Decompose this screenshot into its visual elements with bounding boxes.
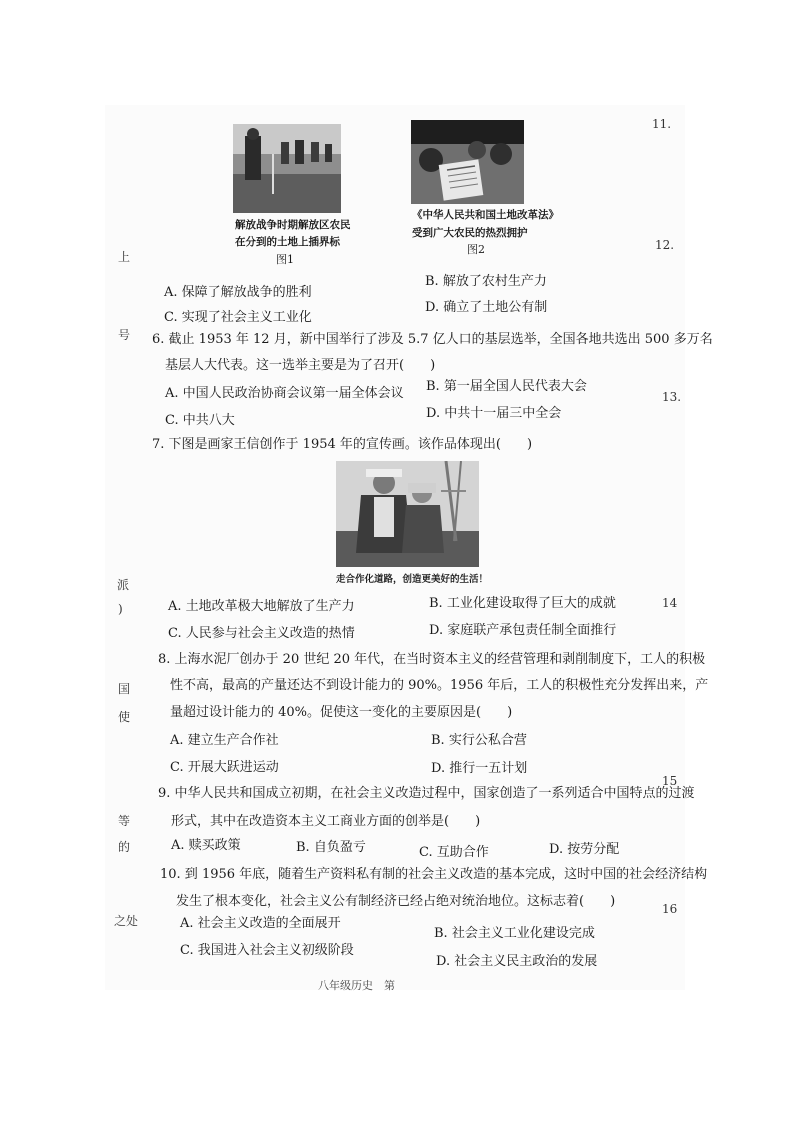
- margin-left-fragment: 的: [118, 840, 131, 854]
- land-reform-law-illustration: [411, 120, 524, 204]
- figure-2-caption-line2: 受到广大农民的热烈拥护: [412, 227, 528, 239]
- q8-option-c: C. 开展大跃进运动: [170, 760, 279, 775]
- q6-option-c: C. 中共八大: [165, 413, 235, 428]
- q10-option-a: A. 社会主义改造的全面展开: [180, 916, 341, 931]
- figure-1-caption-line2: 在分到的土地上插界标: [235, 236, 340, 248]
- margin-left-fragment: 使: [118, 710, 131, 724]
- q8-option-d: D. 推行一五计划: [431, 761, 528, 776]
- margin-left-fragment: ): [118, 602, 123, 616]
- q8-stem-line3: 量超过设计能力的 40%。促使这一变化的主要原因是( ): [170, 705, 513, 720]
- margin-left-fragment: 号: [118, 328, 131, 342]
- q8-option-b: B. 实行公私合营: [431, 733, 527, 748]
- page-footer: 八年级历史 第: [318, 979, 395, 992]
- margin-left-fragment: 国: [118, 682, 131, 696]
- q9-option-d: D. 按劳分配: [549, 842, 620, 857]
- margin-right-fragment: 15: [662, 774, 678, 788]
- q6-option-a: A. 中国人民政治协商会议第一届全体会议: [165, 386, 404, 401]
- farmers-field-illustration: [233, 124, 341, 213]
- margin-right-fragment: 11.: [652, 117, 672, 131]
- q5-option-b: B. 解放了农村生产力: [425, 274, 547, 289]
- q5-option-c: C. 实现了社会主义工业化: [164, 310, 312, 325]
- figure-1-caption-line1: 解放战争时期解放区农民: [235, 219, 351, 231]
- poster-caption: 走合作化道路，创造更美好的生活！: [336, 574, 489, 585]
- margin-right-fragment: 13.: [662, 390, 682, 404]
- q9-stem-line2: 形式，其中在改造资本主义工商业方面的创举是( ): [171, 814, 481, 829]
- margin-right-fragment: 12.: [655, 238, 675, 252]
- q8-option-a: A. 建立生产合作社: [170, 733, 279, 748]
- margin-left-fragment: 之处: [114, 914, 139, 928]
- q9-option-b: B. 自负盈亏: [296, 840, 366, 855]
- q6-stem-line1: 6. 截止 1953 年 12 月，新中国举行了涉及 5.7 亿人口的基层选举，全国各地共选出 500 多万名: [152, 332, 713, 347]
- figure-1-label: 图1: [276, 253, 294, 266]
- q10-stem-line1: 10. 到 1956 年底，随着生产资料私有制的社会主义改造的基本完成，这时中国的社会经济结构: [160, 867, 708, 882]
- q10-option-d: D. 社会主义民主政治的发展: [436, 954, 598, 969]
- figure-2-caption-line1: 《中华人民共和国土地改革法》: [412, 209, 559, 221]
- figure-2-photo: [411, 120, 524, 204]
- propaganda-poster: [336, 461, 479, 567]
- q6-stem-line2: 基层人大代表。这一选举主要是为了召开( ): [165, 358, 436, 373]
- q5-option-d: D. 确立了土地公有制: [425, 300, 548, 315]
- q8-stem-line2: 性不高，最高的产量还达不到设计能力的 90%。1956 年后，工人的积极性充分发挥出来，产: [170, 678, 709, 693]
- q7-option-a: A. 土地改革极大地解放了生产力: [168, 599, 355, 614]
- q10-stem-line2: 发生了根本变化，社会主义公有制经济已经占绝对统治地位。这标志着( ): [176, 894, 616, 909]
- q6-option-d: D. 中共十一届三中全会: [426, 406, 562, 421]
- margin-left-fragment: 上: [118, 250, 131, 264]
- q9-stem-line1: 9. 中华人民共和国成立初期，在社会主义改造过程中，国家创造了一系列适合中国特点的过渡: [158, 786, 695, 801]
- margin-left-fragment: 派: [117, 578, 130, 592]
- q6-option-b: B. 第一届全国人民代表大会: [426, 379, 587, 394]
- q10-option-c: C. 我国进入社会主义初级阶段: [180, 943, 354, 958]
- margin-right-fragment: 16: [662, 902, 678, 916]
- margin-right-fragment: 14: [662, 596, 678, 610]
- margin-left-fragment: 等: [118, 814, 131, 828]
- q7-option-b: B. 工业化建设取得了巨大的成就: [429, 596, 616, 611]
- figure-2-label: 图2: [467, 243, 485, 256]
- q5-option-a: A. 保障了解放战争的胜利: [164, 285, 312, 300]
- q7-option-c: C. 人民参与社会主义改造的热情: [168, 626, 355, 641]
- poster-illustration: [336, 461, 479, 567]
- q7-option-d: D. 家庭联产承包责任制全面推行: [429, 623, 617, 638]
- q8-stem-line1: 8. 上海水泥厂创办于 20 世纪 20 年代，在当时资本主义的经营管理和剥削制度下，工人的积极: [158, 652, 706, 667]
- q9-option-a: A. 赎买政策: [171, 838, 241, 853]
- q7-stem: 7. 下图是画家王信创作于 1954 年的宣传画。该作品体现出( ): [152, 437, 533, 452]
- q10-option-b: B. 社会主义工业化建设完成: [434, 926, 595, 941]
- figure-1-photo: [233, 124, 341, 213]
- q9-option-c: C. 互助合作: [419, 845, 489, 860]
